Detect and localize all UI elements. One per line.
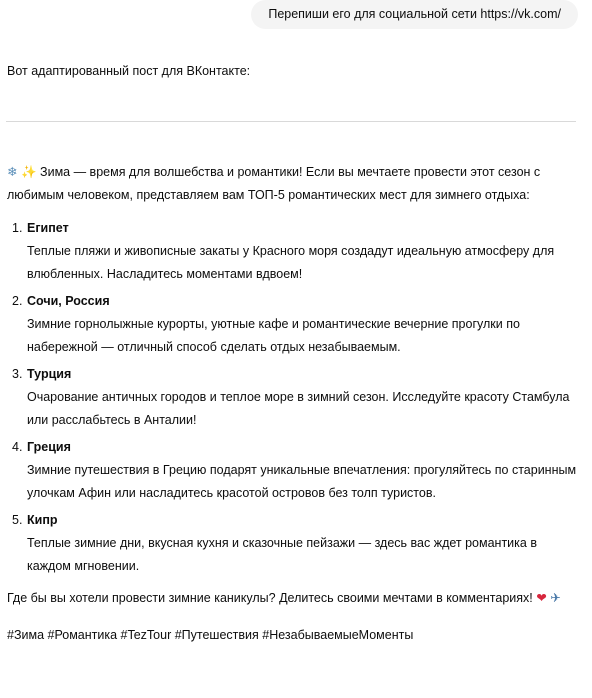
place-description: Теплые пляжи и живописные закаты у Красного моря создадут идеальную атмосферу для влюбленных. Насладитесь моментами вдвоем! — [27, 244, 555, 281]
divider — [6, 121, 576, 122]
list-item — [7, 436, 581, 505]
place-description: Зимние путешествия в Грецию подарят уникальные впечатления: прогуляйтесь по старинным улочкам Афин или насладитесь красотой островов без толп туристов. — [27, 463, 577, 500]
list-item — [7, 509, 581, 578]
list-item — [7, 217, 581, 286]
list-item-number: 3. — [12, 367, 23, 381]
place-name: Египет — [27, 221, 69, 235]
vk-post — [7, 160, 581, 647]
user-message-text: Перепиши его для социальной сети https://vk.com/ — [268, 7, 561, 21]
place-name: Турция — [27, 367, 72, 381]
place-description: Очарование античных городов и теплое море в зимний сезон. Исследуйте красоту Стамбула или расслабьтесь в Анталии! — [27, 390, 570, 427]
place-name: Сочи, Россия — [27, 294, 110, 308]
airplane-icon: ✈ — [550, 590, 561, 605]
post-hashtags: #Зима #Романтика #TezTour #Путешествия #НезабываемыеМоменты — [7, 628, 414, 642]
post-lead-text: Зима — время для волшебства и романтики! Если вы мечтаете провести этот сезон с любимым человеком, представляем вам ТОП-5 романтических мест для зимнего отдыха: — [7, 165, 541, 202]
list-item — [7, 290, 581, 359]
snowflake-icon: ❄ — [7, 164, 18, 179]
place-description: Зимние горнолыжные курорты, уютные кафе и романтические вечерние прогулки по набережной — отличный способ сделать отдых незабываемым. — [27, 317, 520, 354]
user-message-bubble — [251, 0, 578, 29]
place-description: Теплые зимние дни, вкусная кухня и сказочные пейзажи — здесь вас ждет романтика в каждом мгновении. — [27, 536, 537, 573]
assistant-message — [7, 61, 581, 647]
list-item — [7, 363, 581, 432]
place-name: Греция — [27, 440, 71, 454]
list-item-number: 1. — [12, 221, 23, 235]
place-name: Кипр — [27, 513, 58, 527]
post-lead — [7, 160, 581, 207]
assistant-intro: Вот адаптированный пост для ВКонтакте: — [7, 64, 251, 78]
list-item-number: 4. — [12, 440, 23, 454]
post-closing-text: Где бы вы хотели провести зимние каникулы? Делитесь своими мечтами в комментариях! — [7, 591, 533, 605]
list-item-number: 2. — [12, 294, 23, 308]
places-list — [7, 217, 581, 578]
post-closing — [7, 586, 581, 610]
sparkles-icon: ✨ — [20, 164, 37, 179]
heart-icon: ❤ — [536, 590, 547, 605]
list-item-number: 5. — [12, 513, 23, 527]
